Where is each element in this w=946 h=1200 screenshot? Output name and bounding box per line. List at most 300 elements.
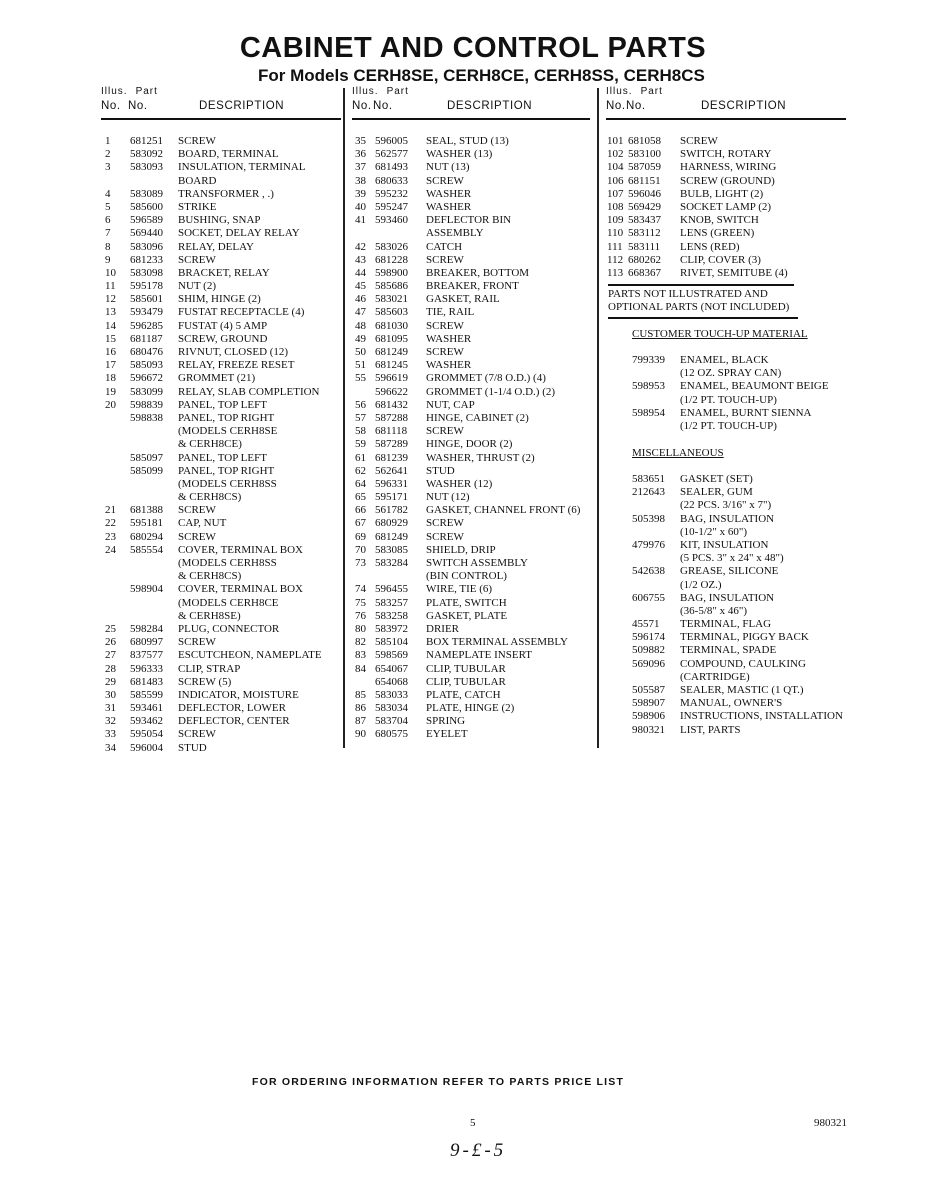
part-no: 542638 <box>632 565 665 578</box>
parts-row <box>352 372 590 385</box>
parts-row <box>352 689 590 702</box>
description: (MODELS CERH8SS <box>178 477 277 490</box>
description: GROMMET (1-1/4 O.D.) (2) <box>426 385 556 398</box>
parts-row <box>352 293 590 306</box>
part-no: 585600 <box>130 200 163 213</box>
illus-no: 67 <box>355 517 366 530</box>
part-no: 681245 <box>375 359 408 372</box>
description: TRANSFORMER , .) <box>178 187 274 200</box>
description: ENAMEL, BURNT SIENNA <box>680 406 812 419</box>
parts-row <box>352 306 590 319</box>
part-no: 585601 <box>130 293 163 306</box>
parts-row <box>632 565 862 578</box>
parts-row <box>606 188 846 201</box>
description: BOARD, TERMINAL <box>178 148 279 161</box>
description: DEFLECTOR BIN <box>426 214 512 227</box>
part-no: 980321 <box>632 723 665 736</box>
description: (CARTRIDGE) <box>680 670 750 683</box>
parts-row <box>101 517 341 530</box>
parts-row <box>101 610 341 623</box>
parts-row <box>101 214 341 227</box>
part-no: 505587 <box>632 684 665 696</box>
part-no: 596004 <box>130 741 163 754</box>
part-no: 595181 <box>130 517 163 530</box>
header-no: No. <box>101 100 121 112</box>
parts-row <box>352 148 590 161</box>
description: BREAKER, BOTTOM <box>426 266 530 279</box>
description: PANEL, TOP RIGHT <box>178 464 275 477</box>
handwritten-note: 9-£-5 <box>450 1140 507 1161</box>
part-no: 587059 <box>628 161 661 174</box>
illus-no: 31 <box>105 702 116 715</box>
parts-row <box>352 504 590 517</box>
description: NUT (13) <box>426 161 470 174</box>
description: HARNESS, WIRING <box>680 161 777 174</box>
illus-no: 41 <box>355 214 366 227</box>
not-illustrated-note <box>608 288 789 314</box>
part-no: 681432 <box>375 398 408 411</box>
illus-no: 5 <box>105 200 111 213</box>
illus-no: 61 <box>355 451 366 464</box>
part-no: 681095 <box>375 332 408 345</box>
part-no: 585686 <box>375 280 408 293</box>
description: ESCUTCHEON, NAMEPLATE <box>178 649 322 662</box>
parts-row <box>101 465 341 478</box>
parts-row <box>352 583 590 596</box>
description: SCREW <box>178 504 216 517</box>
description: (1/2 OZ.) <box>680 578 722 591</box>
header-illus: Illus. <box>352 86 379 97</box>
part-no: 595171 <box>375 491 408 504</box>
description: SCREW <box>426 253 464 266</box>
parts-row <box>101 227 341 240</box>
description: SCREW <box>426 425 464 438</box>
illus-no: 80 <box>355 622 366 635</box>
description: BULB, LIGHT (2) <box>680 187 764 200</box>
part-no: 596046 <box>628 187 661 200</box>
header-part: Part <box>135 86 158 97</box>
parts-row <box>101 531 341 544</box>
parts-row <box>606 227 846 240</box>
part-no: 593479 <box>130 306 163 319</box>
illus-no: 23 <box>105 530 116 543</box>
description: PANEL, TOP LEFT <box>178 398 267 411</box>
header-part-no: No. <box>626 100 646 112</box>
illus-no: 33 <box>105 728 116 741</box>
illus-no: 17 <box>105 359 116 372</box>
parts-row <box>352 702 590 715</box>
column-header <box>352 100 590 116</box>
parts-row <box>352 531 590 544</box>
description: GASKET, CHANNEL FRONT (6) <box>426 504 581 517</box>
parts-row <box>101 320 341 333</box>
description: (MODELS CERH8SE <box>178 425 278 438</box>
parts-row <box>632 539 862 552</box>
part-no: 212643 <box>632 486 665 499</box>
parts-row <box>352 610 590 623</box>
part-no: 569440 <box>130 227 163 240</box>
parts-row <box>101 438 341 451</box>
part-no: 681118 <box>375 425 408 438</box>
header-part-no: No. <box>373 100 393 112</box>
description: WIRE, TIE (6) <box>426 583 493 596</box>
illus-no: 27 <box>105 649 116 662</box>
part-no: 585099 <box>130 464 163 477</box>
parts-row <box>352 649 590 662</box>
part-no: 598953 <box>632 380 665 393</box>
illus-no: 12 <box>105 293 116 306</box>
parts-row <box>352 241 590 254</box>
part-no: 598907 <box>632 697 665 710</box>
part-no: 837577 <box>130 649 163 662</box>
illus-no: 20 <box>105 398 116 411</box>
parts-row <box>352 175 590 188</box>
parts-row <box>352 465 590 478</box>
parts-row <box>352 333 590 346</box>
description: & CERH8CS) <box>178 570 242 583</box>
description: WASHER <box>426 359 472 372</box>
part-no: 606755 <box>632 591 665 604</box>
description: ENAMEL, BEAUMONT BEIGE <box>680 380 829 393</box>
illus-no: 50 <box>355 346 366 358</box>
part-no: 583704 <box>375 715 408 728</box>
parts-row <box>352 557 590 570</box>
parts-row <box>606 241 846 254</box>
illus-no: 74 <box>355 583 366 596</box>
header-part-no: No. <box>128 100 148 112</box>
part-no: 593461 <box>130 702 163 715</box>
description: (MODELS CERH8CE <box>178 596 279 609</box>
part-no: 668367 <box>628 266 661 279</box>
description: (12 OZ. SPRAY CAN) <box>680 367 782 380</box>
description: (1/2 PT. TOUCH-UP) <box>680 393 777 406</box>
parts-row <box>352 161 590 174</box>
parts-row <box>101 715 341 728</box>
part-no: 45571 <box>632 618 660 631</box>
part-no: 680929 <box>375 517 408 530</box>
divider <box>608 284 794 286</box>
column-header <box>606 100 846 116</box>
illus-no: 101 <box>607 135 624 147</box>
illus-no: 76 <box>355 609 366 622</box>
parts-row <box>632 618 862 631</box>
description: STUD <box>426 464 455 477</box>
parts-row <box>632 724 862 737</box>
parts-row <box>352 188 590 201</box>
parts-row <box>352 267 590 280</box>
illus-no: 65 <box>355 491 366 504</box>
parts-row <box>632 710 862 723</box>
part-no: 583092 <box>130 148 163 161</box>
parts-row <box>352 214 590 227</box>
part-no: 654067 <box>375 662 408 675</box>
parts-row <box>101 188 341 201</box>
parts-row <box>101 504 341 517</box>
parts-row <box>606 135 846 148</box>
description: CLIP, COVER (3) <box>680 253 761 266</box>
part-no: 596333 <box>130 662 163 675</box>
illus-no: 25 <box>105 622 116 635</box>
part-no: 680294 <box>130 530 163 543</box>
parts-column-1 <box>101 86 341 755</box>
description: SCREW <box>178 728 216 741</box>
description: PLUG, CONNECTOR <box>178 622 280 635</box>
illus-no: 62 <box>355 464 366 477</box>
parts-row <box>606 254 846 267</box>
parts-row <box>632 420 852 433</box>
illus-no: 3 <box>105 161 111 174</box>
description: WASHER, THRUST (2) <box>426 451 535 464</box>
description: COMPOUND, CAULKING <box>680 657 806 670</box>
page-number: 5 <box>470 1117 476 1129</box>
description: & CERH8CS) <box>178 491 242 504</box>
illus-no: 108 <box>607 200 624 213</box>
illus-no: 15 <box>105 332 116 345</box>
illus-no: 110 <box>607 227 624 240</box>
description: TERMINAL, FLAG <box>680 618 772 631</box>
parts-row <box>352 728 590 741</box>
parts-row <box>101 254 341 267</box>
parts-row <box>632 473 862 486</box>
parts-row <box>101 148 341 161</box>
parts-row <box>101 649 341 662</box>
illus-no: 51 <box>355 359 366 372</box>
description: INSTRUCTIONS, INSTALLATION <box>680 710 843 723</box>
illus-no: 64 <box>355 477 366 490</box>
part-no: 595247 <box>375 200 408 213</box>
description: CLIP, TUBULAR <box>426 662 506 675</box>
parts-row <box>101 491 341 504</box>
description: ASSEMBLY <box>426 227 484 240</box>
parts-row <box>632 513 862 526</box>
illus-no: 6 <box>105 214 111 227</box>
part-no: 583651 <box>632 473 665 485</box>
part-no: 598900 <box>375 266 408 279</box>
description: CATCH <box>426 240 463 253</box>
part-no: 681251 <box>130 135 163 147</box>
illus-no: 106 <box>607 174 624 187</box>
description: INDICATOR, MOISTURE <box>178 688 299 701</box>
description: HINGE, CABINET (2) <box>426 411 529 424</box>
part-no: 583026 <box>375 240 408 253</box>
description: SOCKET LAMP (2) <box>680 200 772 213</box>
part-no: 583100 <box>628 148 661 161</box>
part-no: 681483 <box>130 675 163 688</box>
description: SCREW <box>178 636 216 649</box>
parts-row <box>352 570 590 583</box>
part-no: 596589 <box>130 214 163 227</box>
parts-row <box>101 135 341 148</box>
illus-no: 44 <box>355 266 366 279</box>
note-line: OPTIONAL PARTS (NOT INCLUDED) <box>608 301 790 314</box>
part-no: 561782 <box>375 504 408 517</box>
illus-no: 38 <box>355 174 366 187</box>
parts-row <box>352 597 590 610</box>
header-description: DESCRIPTION <box>199 100 285 112</box>
parts-row <box>632 631 862 644</box>
parts-row <box>101 583 341 596</box>
part-no: 598954 <box>632 406 665 419</box>
header-no: No. <box>352 100 372 112</box>
illus-no: 13 <box>105 306 116 319</box>
parts-column-3 <box>606 86 846 280</box>
description: & CERH8CE) <box>178 438 242 451</box>
illus-no: 56 <box>355 398 366 411</box>
description: PLATE, SWITCH <box>426 596 507 609</box>
illus-no: 2 <box>105 148 111 161</box>
description: CLIP, STRAP <box>178 662 241 675</box>
part-no: 505398 <box>632 512 665 525</box>
header-rule <box>101 118 341 120</box>
illus-no: 86 <box>355 702 366 715</box>
parts-row <box>352 452 590 465</box>
illus-no: 4 <box>105 187 111 200</box>
part-no: 569429 <box>628 200 661 213</box>
description: & CERH8SE) <box>178 609 241 622</box>
description: DEFLECTOR, CENTER <box>178 715 290 728</box>
description: SCREW <box>426 530 464 543</box>
part-no: 681249 <box>375 530 408 543</box>
description: SCREW <box>680 135 718 147</box>
parts-row <box>101 293 341 306</box>
column-divider <box>597 88 599 748</box>
header-illus: Illus. <box>101 86 128 97</box>
description: STRIKE <box>178 200 217 213</box>
header-illus: Illus. <box>606 86 633 97</box>
part-no: 680476 <box>130 346 163 358</box>
part-no: 595232 <box>375 187 408 200</box>
illus-no: 1 <box>105 135 111 147</box>
parts-row <box>352 412 590 425</box>
illus-no: 30 <box>105 688 116 701</box>
illus-no: 48 <box>355 319 366 332</box>
description: GROMMET (7/8 O.D.) (4) <box>426 372 546 385</box>
description: (MODELS CERH8SS <box>178 557 277 569</box>
illus-no: 7 <box>105 227 111 240</box>
illus-no: 55 <box>355 372 366 385</box>
part-no: 509882 <box>632 644 665 657</box>
parts-row <box>352 544 590 557</box>
part-no: 681151 <box>628 174 661 187</box>
column-header <box>101 100 341 116</box>
illus-no: 9 <box>105 253 111 266</box>
part-no: 681249 <box>375 346 408 358</box>
part-no: 681493 <box>375 161 408 174</box>
illus-no: 36 <box>355 148 366 161</box>
description: DEFLECTOR, LOWER <box>178 702 286 715</box>
part-no: 583098 <box>130 266 163 279</box>
illus-no: 109 <box>607 214 624 227</box>
parts-row <box>101 636 341 649</box>
parts-row <box>352 201 590 214</box>
illus-no: 75 <box>355 596 366 609</box>
parts-row <box>632 592 862 605</box>
illus-no: 34 <box>105 741 116 754</box>
description: SCREW <box>426 174 464 187</box>
description: PLATE, HINGE (2) <box>426 702 515 715</box>
description: LIST, PARTS <box>680 723 741 736</box>
description: EYELET <box>426 728 468 741</box>
part-no: 596174 <box>632 631 665 644</box>
parts-row <box>101 663 341 676</box>
parts-row <box>606 201 846 214</box>
parts-row <box>101 478 341 491</box>
parts-row <box>101 728 341 741</box>
parts-row <box>101 306 341 319</box>
parts-row <box>632 486 862 499</box>
divider <box>608 317 798 319</box>
parts-row <box>101 544 341 557</box>
parts-row <box>632 499 862 512</box>
parts-row <box>101 280 341 293</box>
parts-row <box>101 676 341 689</box>
illus-no: 49 <box>355 332 366 345</box>
description: COVER, TERMINAL BOX <box>178 583 303 596</box>
part-no: 596672 <box>130 372 163 385</box>
parts-row <box>632 407 852 420</box>
header-no: No. <box>606 100 626 112</box>
parts-row <box>101 570 341 583</box>
part-no: 562577 <box>375 148 408 161</box>
part-no: 569096 <box>632 657 665 670</box>
description: (10-1/2" x 60") <box>680 525 748 538</box>
description: WASHER (12) <box>426 477 493 490</box>
part-no: 799339 <box>632 354 665 366</box>
part-no: 583112 <box>628 227 661 240</box>
parts-row <box>101 702 341 715</box>
parts-row <box>101 412 341 425</box>
description: SEAL, STUD (13) <box>426 135 509 147</box>
parts-row <box>352 320 590 333</box>
parts-column-2 <box>352 86 590 742</box>
parts-row <box>352 135 590 148</box>
description: MANUAL, OWNER'S <box>680 697 783 710</box>
description: NUT (12) <box>426 491 470 504</box>
description: LENS (GREEN) <box>680 227 755 240</box>
parts-row <box>352 254 590 267</box>
parts-row <box>632 579 862 592</box>
part-no: 593460 <box>375 214 408 227</box>
description: SPRING <box>426 715 466 728</box>
column-divider <box>343 88 345 748</box>
header-part: Part <box>640 86 663 97</box>
illus-no: 35 <box>355 135 366 147</box>
description: SCREW <box>426 319 464 332</box>
misc-heading: MISCELLANEOUS <box>632 447 724 459</box>
parts-row <box>352 478 590 491</box>
description: FUSTAT RECEPTACLE (4) <box>178 306 305 319</box>
description: PLATE, CATCH <box>426 688 501 701</box>
note-line: PARTS NOT ILLUSTRATED AND <box>608 288 768 300</box>
illus-no: 11 <box>105 280 116 293</box>
illus-no: 14 <box>105 319 116 332</box>
illus-no: 107 <box>607 187 624 200</box>
part-no: 583085 <box>375 543 408 556</box>
parts-row <box>101 175 341 188</box>
description: RELAY, DELAY <box>178 240 254 253</box>
description: BOX TERMINAL ASSEMBLY <box>426 636 568 649</box>
description: SWITCH, ROTARY <box>680 148 772 161</box>
part-no: 680262 <box>628 253 661 266</box>
parts-row <box>606 148 846 161</box>
part-no: 585104 <box>375 636 408 649</box>
part-no: 583437 <box>628 214 661 227</box>
part-no: 583284 <box>375 557 408 569</box>
illus-no: 21 <box>105 504 116 517</box>
part-no: 598569 <box>375 649 408 662</box>
illus-no: 69 <box>355 530 366 543</box>
description: (36-5/8" x 46") <box>680 604 748 617</box>
